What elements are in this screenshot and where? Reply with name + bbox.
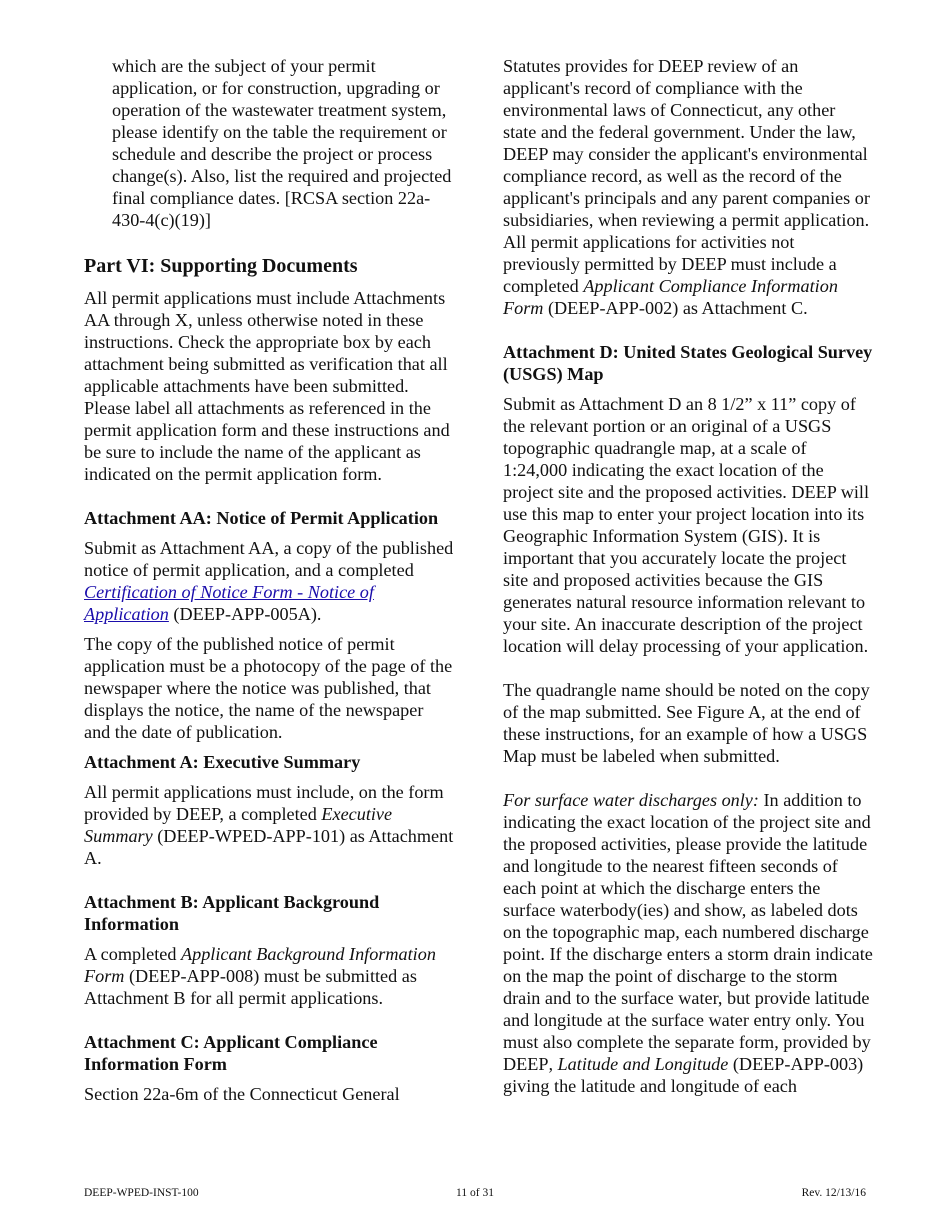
- attachment-aa-text-b: (DEEP-APP-005A).: [168, 604, 322, 624]
- part-vi-paragraph: All permit applications must include Attachments AA through X, unless otherwise noted in these instructions. Check the appropriate box by each attachment being submitted as verification that all applicable attachments have been submitted. Please label all attachments as referenced in the permit application form and these instructions and be sure to include the name of the applicant as indicated on the permit application form.: [84, 288, 450, 484]
- applicant-background-form-title: Applicant Background Information Form: [84, 944, 436, 986]
- attachment-aa-text-a: Submit as Attachment AA, a copy of the published notice of permit application, and a completed: [84, 538, 454, 580]
- certification-of-notice-form-link[interactable]: Certification of Notice Form - Notice of Application: [84, 582, 374, 624]
- applicant-compliance-form-title: Applicant Compliance Information Form: [503, 276, 838, 318]
- footer-revision: Rev. 12/13/16: [801, 1187, 866, 1199]
- attachment-c-cont-text-a: Statutes provides for DEEP review of an applicant's record of compliance with the environmental laws of Connecticut, any other state and the federal government. Under the law, DEEP may consider the applicant's environmental compliance record, as well as the record of the applicant's principals and any parent companies or subsidiaries, when reviewing a permit application. All permit applications for activities not previously permitted by DEEP must include a completed: [503, 56, 870, 296]
- left-column: [84, 55, 454, 1105]
- part-vi-heading: Part VI: Supporting Documents: [84, 255, 358, 277]
- attachment-a-text-a: All permit applications must include, on the form provided by DEEP, a completed: [84, 782, 444, 824]
- attachment-b-text-b: (DEEP-APP-008) must be submitted as Attachment B for all permit applications.: [84, 966, 417, 1008]
- attachment-d-p3-text-a: In addition to indicating the exact location of the project site and the proposed activities, please provide the latitude and longitude to the nearest fifteen seconds of each point at which the discharge enters the surface waterbody(ies) and show, as labeled dots on the topographic map, each numbered discharge point. If the discharge enters a storm drain indicate on the map the point of discharge to the storm drain and to the surface water, but provide latitude and longitude at the surface water entry only. You must also complete the separate form, provided by DEEP: [503, 790, 873, 1074]
- attachment-aa-heading: Attachment AA: Notice of Permit Application: [84, 508, 439, 528]
- attachment-c-heading: Attachment C: Applicant Compliance Information Form: [84, 1032, 378, 1074]
- right-column: [503, 55, 873, 1097]
- latitude-longitude-form-title: Latitude and Longitude: [553, 1054, 729, 1074]
- attachment-b-text-a: A completed: [84, 944, 181, 964]
- attachment-c-cont-text-b: (DEEP-APP-002) as Attachment C.: [543, 298, 808, 318]
- footer-page-number: 11 of 31: [456, 1187, 494, 1199]
- attachment-a-paragraph: [84, 781, 454, 869]
- attachment-d-heading: Attachment D: United States Geological Survey (USGS) Map: [503, 342, 873, 384]
- attachment-d-paragraph-1: Submit as Attachment D an 8 1/2” x 11” copy of the relevant portion or an original of a USGS topographic quadrangle map, at a scale of 1:24,000 indicating the exact location of the project site and the proposed activities. DEEP will use this map to enter your project location into its Geographic Information System (GIS). It is important that you accurately locate the project site and proposed activities because the GIS generates natural resource information relevant to your site. An inaccurate description of the project location will delay processing of your application.: [503, 394, 870, 656]
- attachment-a-text-b: (DEEP-WPED-APP-101) as Attachment A.: [84, 826, 454, 868]
- attachment-d-p3-comma: ,: [548, 1054, 554, 1074]
- surface-water-discharges-label: For surface water discharges only:: [503, 790, 759, 810]
- intro-paragraph: which are the subject of your permit application, or for construction, upgrading or operation of the wastewater treatment system, please identify on the table the requirement or schedule and describe the project or process change(s). Also, list the required and projected final compliance dates. [RCSA section 22a-430-4(c)(19)]: [112, 56, 452, 230]
- attachment-a-heading: Attachment A: Executive Summary: [84, 752, 361, 772]
- attachment-d-p3-text-b: (DEEP-APP-003) giving the latitude and longitude of each: [503, 1054, 864, 1096]
- footer-document-id: DEEP-WPED-INST-100: [84, 1187, 199, 1199]
- attachment-aa-paragraph-1: [84, 537, 454, 625]
- executive-summary-title: Executive Summary: [84, 804, 393, 846]
- attachment-d-paragraph-2: The quadrangle name should be noted on the copy of the map submitted. See Figure A, at the end of these instructions, for an example of how a USGS Map must be labeled when submitted.: [503, 680, 870, 766]
- attachment-c-paragraph-start: Section 22a-6m of the Connecticut General: [84, 1084, 400, 1104]
- attachment-d-paragraph-3: [503, 789, 873, 1097]
- attachment-aa-paragraph-2: The copy of the published notice of permit application must be a photocopy of the page of the newspaper where the notice was published, that displays the notice, the name of the newspaper and the date of publication.: [84, 634, 453, 742]
- attachment-b-heading: Attachment B: Applicant Background Information: [84, 892, 380, 934]
- attachment-b-paragraph: [84, 943, 454, 1009]
- attachment-c-paragraph-continued: [503, 55, 873, 319]
